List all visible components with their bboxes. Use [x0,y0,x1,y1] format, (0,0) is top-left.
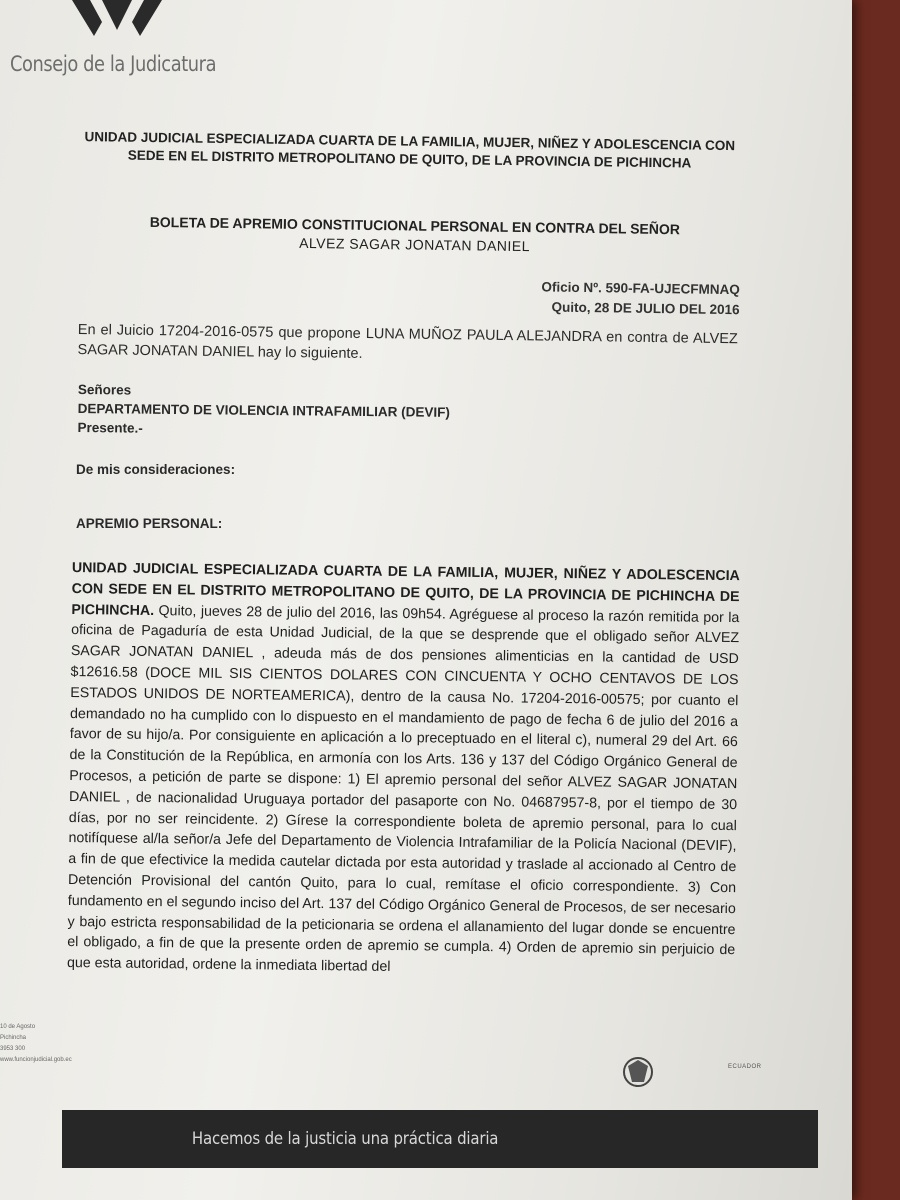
recipient-block [77,380,678,443]
body-paragraph [67,558,740,982]
considerations-heading: De mis consideraciones: [76,462,236,477]
body-text: Quito, jueves 28 de julio del 2016, las 09h54. Agréguese al proceso la razón remitida por la oficina de Pagaduría de esta Unidad Judicial, de la que se desprende que el obligado señor ALVEZ SAGAR JONATAN DANIEL , adeuda más de dos pensiones alimenticias en la cantidad de USD $12616.58 (DOCE MIL SIS CIENTOS DOLARES CON CINCUENTA Y OCHO CENTAVOS DE LOS ESTADOS UNIDOS DE NORTEAMERICA), dentro de la causa No. 17204-2016-00575; por cuanto el demandado no ha cumplido con lo dispuesto en el mandamiento de pago de fecha 6 de julio del 2016 a favor de su hijo/a. Por consiguiente en aplicación a lo preceptuado en el literal c), numeral 29 del Art. 66 de la Constitución de la República, en armonía con los Arts. 136 y 137 del Código Orgánico General de Procesos, a petición de parte se dispone: 1) El apremio personal del señor ALVEZ SAGAR JONATAN DANIEL , de nacionalidad Uruguaya portador del pasaporte con No. 04687957-8, por el tiempo de 30 días, por no ser reincidente. 2) Gírese la correspondiente boleta de apremio personal, para lo cual notifíquese al/la señor/a Jefe del Departamento de Violencia Intrafamiliar de la Policía Nacional (DEVIF), a fin de que efectivice la medida cautelar dictada por esta autoridad y traslade al accionado al Centro de Detención Provisional del cantón Quito, para lo cual, remítase el oficio correspondiente. 3) Con fundamento en el segundo inciso del Art. 137 del Código Orgánico General de Procesos, de ser necesario y bajo estricta responsabilidad de la peticionaria se ordena el allanamiento del lugar donde se encuentre el obligado, a fin de que la presente orden de apremio se cumpla. 4) Orden de apremio sin perjuicio de que esta autoridad, ordene la inmediata libertad del [66,602,740,976]
footer-address [0,1022,72,1066]
oficio-block [439,276,740,320]
intro-paragraph: En el Juicio 17204-2016-0575 que propone LUNA MUÑOZ PAULA ALEJANDRA en contra de ALVEZ SAGAR JONATAN DANIEL hay lo siguiente. [77,321,738,362]
judicature-logo-icon [72,0,162,38]
recipient-presente: Presente.- [77,419,143,436]
footer-address-line-2: Pichincha [0,1035,27,1041]
document-title [89,212,739,259]
footer-address-line-3: 3953 300 [0,1046,26,1052]
body-court-name: UNIDAD JUDICIAL ESPECIALIZADA CUARTA DE LA FAMILIA, MUJER, NIÑEZ Y ADOLESCENCIA CON SEDE EN EL DISTRITO METROPOLITANO DE QUITO, DE LA PROVINCIA DE PICHINCHA DE PICHINCHA. [71,559,740,619]
footer-bar [62,1110,818,1168]
apremio-heading: APREMIO PERSONAL: [76,516,223,531]
oficio-number: Oficio Nº. 590-FA-UJECFMNAQ [541,279,740,298]
footer-address-line-1: 10 de Agosto [0,1024,36,1030]
document-date: Quito, 28 DE JULIO DEL 2016 [551,299,740,318]
ecuador-seal-icon [620,1054,656,1090]
institution-name: Consejo de la Judicatura [10,52,217,76]
document-title-line-2: ALVEZ SAGAR JONATAN DANIEL [299,234,531,255]
document-title-line-1: BOLETA DE APREMIO CONSTITUCIONAL PERSONAL EN CONTRA DEL SEÑOR [149,213,681,238]
footer-website: www.funcionjudicial.gob.ec [0,1057,72,1063]
court-title: UNIDAD JUDICIAL ESPECIALIZADA CUARTA DE LA FAMILIA, MUJER, NIÑEZ Y ADOLESCENCIA CON SEDE EN EL DISTRITO METROPOLITANO DE QUITO, DE LA PROVINCIA DE PICHINCHA [84,129,736,171]
footer-slogan: Hacemos de la justicia una práctica diaria [191,1129,499,1149]
seal-caption: ECUADOR [728,1064,762,1070]
recipient-department: DEPARTAMENTO DE VIOLENCIA INTRAFAMILIAR (DEVIF) [77,400,451,420]
recipient-salutation: Señores [77,381,132,398]
